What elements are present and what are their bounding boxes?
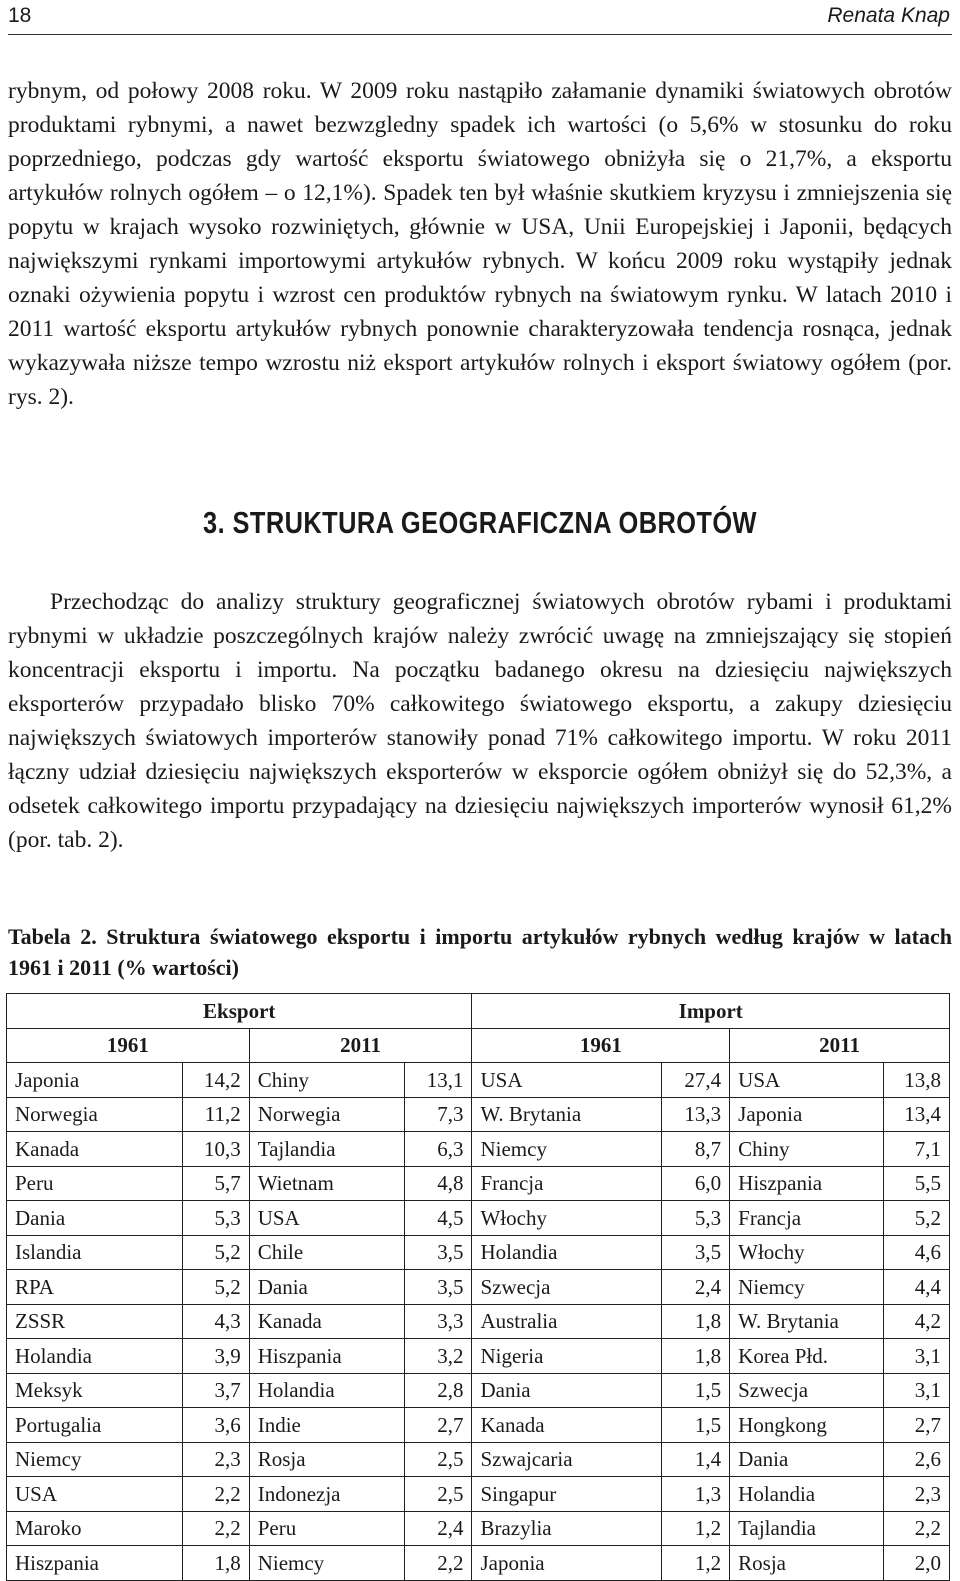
value-cell: 4,8 xyxy=(404,1166,472,1201)
value-cell: 2,5 xyxy=(404,1442,472,1477)
country-cell: Niemcy xyxy=(249,1546,404,1581)
country-cell: Chiny xyxy=(249,1063,404,1098)
header-import: Import xyxy=(472,994,950,1029)
section-heading: 3. STRUKTURA GEOGRAFICZNA OBROTÓW xyxy=(203,505,757,540)
country-cell: Meksyk xyxy=(7,1373,183,1408)
data-table xyxy=(6,993,950,1581)
value-cell: 2,5 xyxy=(404,1477,472,1512)
value-cell: 7,1 xyxy=(884,1132,950,1167)
country-cell: Holandia xyxy=(472,1235,662,1270)
table-row xyxy=(7,1477,950,1512)
running-header xyxy=(8,0,952,35)
value-cell: 6,3 xyxy=(404,1132,472,1167)
value-cell: 4,4 xyxy=(884,1270,950,1305)
country-cell: Indonezja xyxy=(249,1477,404,1512)
value-cell: 6,0 xyxy=(662,1166,730,1201)
country-cell: Francja xyxy=(730,1201,884,1236)
table-group-header-row xyxy=(7,994,950,1029)
country-cell: Kanada xyxy=(472,1408,662,1443)
value-cell: 13,8 xyxy=(884,1063,950,1098)
body-paragraph-1: rybnym, od połowy 2008 roku. W 2009 roku nastąpiło załamanie dynamiki światowych obrotów produktami rybnymi, a nawet bezwzgledny spadek ich wartości (o 5,6% w stosunku do roku poprzedniego, podczas gdy wartość eksportu światowego obniżyła się o 21,7%, a eksportu artykułów rolnych ogółem – o 12,1%). Spadek ten był właśnie skutkiem kryzysu i zmniejszenia się popytu w krajach wysoko rozwiniętych, głównie w USA, Unii Europejskiej i Japonii, będących największymi rynkami importowymi artykułów rybnych. W końcu 2009 roku wystąpiły jednak oznaki ożywienia popytu i wzrost cen produktów rybnych na światowym rynku. W latach 2010 i 2011 wartość eksportu artykułów rybnych ponownie charakteryzowała tendencja rosnąca, jednak wykazywała niższe tempo wzrostu niż eksport artykułów rolnych i eksport światowy ogółem (por. rys. 2). xyxy=(8,78,952,410)
header-year: 1961 xyxy=(7,1028,250,1063)
value-cell: 2,8 xyxy=(404,1373,472,1408)
value-cell: 1,2 xyxy=(662,1511,730,1546)
value-cell: 11,2 xyxy=(182,1097,249,1132)
country-cell: Rosja xyxy=(730,1546,884,1581)
value-cell: 2,0 xyxy=(884,1546,950,1581)
value-cell: 2,2 xyxy=(182,1511,249,1546)
value-cell: 7,3 xyxy=(404,1097,472,1132)
page-number: 18 xyxy=(8,4,32,27)
value-cell: 27,4 xyxy=(662,1063,730,1098)
value-cell: 4,3 xyxy=(182,1304,249,1339)
country-cell: Peru xyxy=(7,1166,183,1201)
country-cell: Francja xyxy=(472,1166,662,1201)
value-cell: 5,2 xyxy=(182,1235,249,1270)
value-cell: 1,8 xyxy=(662,1339,730,1374)
value-cell: 2,7 xyxy=(884,1408,950,1443)
country-cell: USA xyxy=(472,1063,662,1098)
value-cell: 10,3 xyxy=(182,1132,249,1167)
value-cell: 13,4 xyxy=(884,1097,950,1132)
country-cell: Peru xyxy=(249,1511,404,1546)
country-cell: Maroko xyxy=(7,1511,183,1546)
country-cell: Singapur xyxy=(472,1477,662,1512)
value-cell: 13,1 xyxy=(404,1063,472,1098)
value-cell: 1,4 xyxy=(662,1442,730,1477)
table-row xyxy=(7,1132,950,1167)
header-eksport: Eksport xyxy=(7,994,472,1029)
value-cell: 3,5 xyxy=(404,1270,472,1305)
table-row xyxy=(7,1339,950,1374)
value-cell: 5,7 xyxy=(182,1166,249,1201)
country-cell: Japonia xyxy=(472,1546,662,1581)
table-body xyxy=(7,1063,950,1581)
table-row xyxy=(7,1063,950,1098)
table-row xyxy=(7,1546,950,1581)
value-cell: 4,5 xyxy=(404,1201,472,1236)
value-cell: 2,3 xyxy=(182,1442,249,1477)
value-cell: 1,5 xyxy=(662,1408,730,1443)
table-row xyxy=(7,1408,950,1443)
country-cell: Wietnam xyxy=(249,1166,404,1201)
value-cell: 5,3 xyxy=(182,1201,249,1236)
country-cell: Dania xyxy=(7,1201,183,1236)
country-cell: Włochy xyxy=(730,1235,884,1270)
country-cell: Hiszpania xyxy=(730,1166,884,1201)
country-cell: Kanada xyxy=(7,1132,183,1167)
table-caption: Tabela 2. Struktura światowego eksportu i importu artykułów rybnych według krajów w latach 1961 i 2011 (% wartości) xyxy=(8,924,952,980)
value-cell: 2,3 xyxy=(884,1477,950,1512)
value-cell: 1,3 xyxy=(662,1477,730,1512)
table-row xyxy=(7,1235,950,1270)
value-cell: 2,2 xyxy=(182,1477,249,1512)
table-row xyxy=(7,1511,950,1546)
country-cell: ZSSR xyxy=(7,1304,183,1339)
country-cell: Rosja xyxy=(249,1442,404,1477)
country-cell: USA xyxy=(249,1201,404,1236)
table-row xyxy=(7,1097,950,1132)
country-cell: Szwajcaria xyxy=(472,1442,662,1477)
value-cell: 1,5 xyxy=(662,1373,730,1408)
body-paragraph-2: Przechodząc do analizy struktury geograficznej światowych obrotów rybami i produktami rybnymi w układzie poszczególnych krajów należy zwrócić uwagę na zmniejszający się stopień koncentracji eksportu i importu. Na początku badanego okresu na dziesięciu największych eksporterów przypadało blisko 70% całkowitego światowego eksportu, a zakupy dziesięciu największych światowych importerów stanowiły ponad 71% całkowitego importu. W roku 2011 łączny udział dziesięciu największych eksporterów w eksporcie ogółem obniżył się do 52,3%, a odsetek całkowitego importu przypadający na dziesięciu największych importerów wynosił 61,2% (por. tab. 2). xyxy=(8,589,952,853)
country-cell: Szwecja xyxy=(472,1270,662,1305)
country-cell: USA xyxy=(730,1063,884,1098)
country-cell: Korea Płd. xyxy=(730,1339,884,1374)
country-cell: Nigeria xyxy=(472,1339,662,1374)
value-cell: 13,3 xyxy=(662,1097,730,1132)
country-cell: Indie xyxy=(249,1408,404,1443)
value-cell: 1,2 xyxy=(662,1546,730,1581)
value-cell: 4,2 xyxy=(884,1304,950,1339)
value-cell: 4,6 xyxy=(884,1235,950,1270)
value-cell: 5,2 xyxy=(182,1270,249,1305)
value-cell: 3,3 xyxy=(404,1304,472,1339)
value-cell: 3,1 xyxy=(884,1339,950,1374)
value-cell: 3,7 xyxy=(182,1373,249,1408)
table-row xyxy=(7,1166,950,1201)
country-cell: RPA xyxy=(7,1270,183,1305)
country-cell: Tajlandia xyxy=(249,1132,404,1167)
value-cell: 3,1 xyxy=(884,1373,950,1408)
country-cell: Chile xyxy=(249,1235,404,1270)
country-cell: Niemcy xyxy=(7,1442,183,1477)
country-cell: Kanada xyxy=(249,1304,404,1339)
table-row xyxy=(7,1201,950,1236)
country-cell: Dania xyxy=(249,1270,404,1305)
value-cell: 2,2 xyxy=(404,1546,472,1581)
header-year: 2011 xyxy=(730,1028,950,1063)
table-row xyxy=(7,1373,950,1408)
country-cell: Australia xyxy=(472,1304,662,1339)
value-cell: 3,6 xyxy=(182,1408,249,1443)
value-cell: 2,6 xyxy=(884,1442,950,1477)
country-cell: Norwegia xyxy=(7,1097,183,1132)
value-cell: 3,9 xyxy=(182,1339,249,1374)
country-cell: Hiszpania xyxy=(7,1546,183,1581)
value-cell: 5,3 xyxy=(662,1201,730,1236)
country-cell: Norwegia xyxy=(249,1097,404,1132)
table-row xyxy=(7,1304,950,1339)
value-cell: 3,2 xyxy=(404,1339,472,1374)
country-cell: USA xyxy=(7,1477,183,1512)
value-cell: 14,2 xyxy=(182,1063,249,1098)
running-author: Renata Knap xyxy=(827,4,950,27)
value-cell: 1,8 xyxy=(182,1546,249,1581)
country-cell: Islandia xyxy=(7,1235,183,1270)
country-cell: Chiny xyxy=(730,1132,884,1167)
country-cell: W. Brytania xyxy=(472,1097,662,1132)
country-cell: Holandia xyxy=(730,1477,884,1512)
country-cell: Hongkong xyxy=(730,1408,884,1443)
table-row xyxy=(7,1270,950,1305)
value-cell: 5,5 xyxy=(884,1166,950,1201)
table-year-header-row xyxy=(7,1028,950,1063)
country-cell: Niemcy xyxy=(472,1132,662,1167)
value-cell: 8,7 xyxy=(662,1132,730,1167)
country-cell: Brazylia xyxy=(472,1511,662,1546)
value-cell: 5,2 xyxy=(884,1201,950,1236)
country-cell: Japonia xyxy=(7,1063,183,1098)
country-cell: Włochy xyxy=(472,1201,662,1236)
country-cell: Japonia xyxy=(730,1097,884,1132)
country-cell: Tajlandia xyxy=(730,1511,884,1546)
country-cell: Hiszpania xyxy=(249,1339,404,1374)
value-cell: 2,2 xyxy=(884,1511,950,1546)
country-cell: Portugalia xyxy=(7,1408,183,1443)
country-cell: W. Brytania xyxy=(730,1304,884,1339)
country-cell: Niemcy xyxy=(730,1270,884,1305)
country-cell: Dania xyxy=(730,1442,884,1477)
header-year: 1961 xyxy=(472,1028,730,1063)
country-cell: Holandia xyxy=(7,1339,183,1374)
country-cell: Holandia xyxy=(249,1373,404,1408)
header-year: 2011 xyxy=(249,1028,472,1063)
country-cell: Szwecja xyxy=(730,1373,884,1408)
value-cell: 2,4 xyxy=(662,1270,730,1305)
value-cell: 2,4 xyxy=(404,1511,472,1546)
value-cell: 1,8 xyxy=(662,1304,730,1339)
value-cell: 3,5 xyxy=(662,1235,730,1270)
value-cell: 2,7 xyxy=(404,1408,472,1443)
table-row xyxy=(7,1442,950,1477)
country-cell: Dania xyxy=(472,1373,662,1408)
value-cell: 3,5 xyxy=(404,1235,472,1270)
